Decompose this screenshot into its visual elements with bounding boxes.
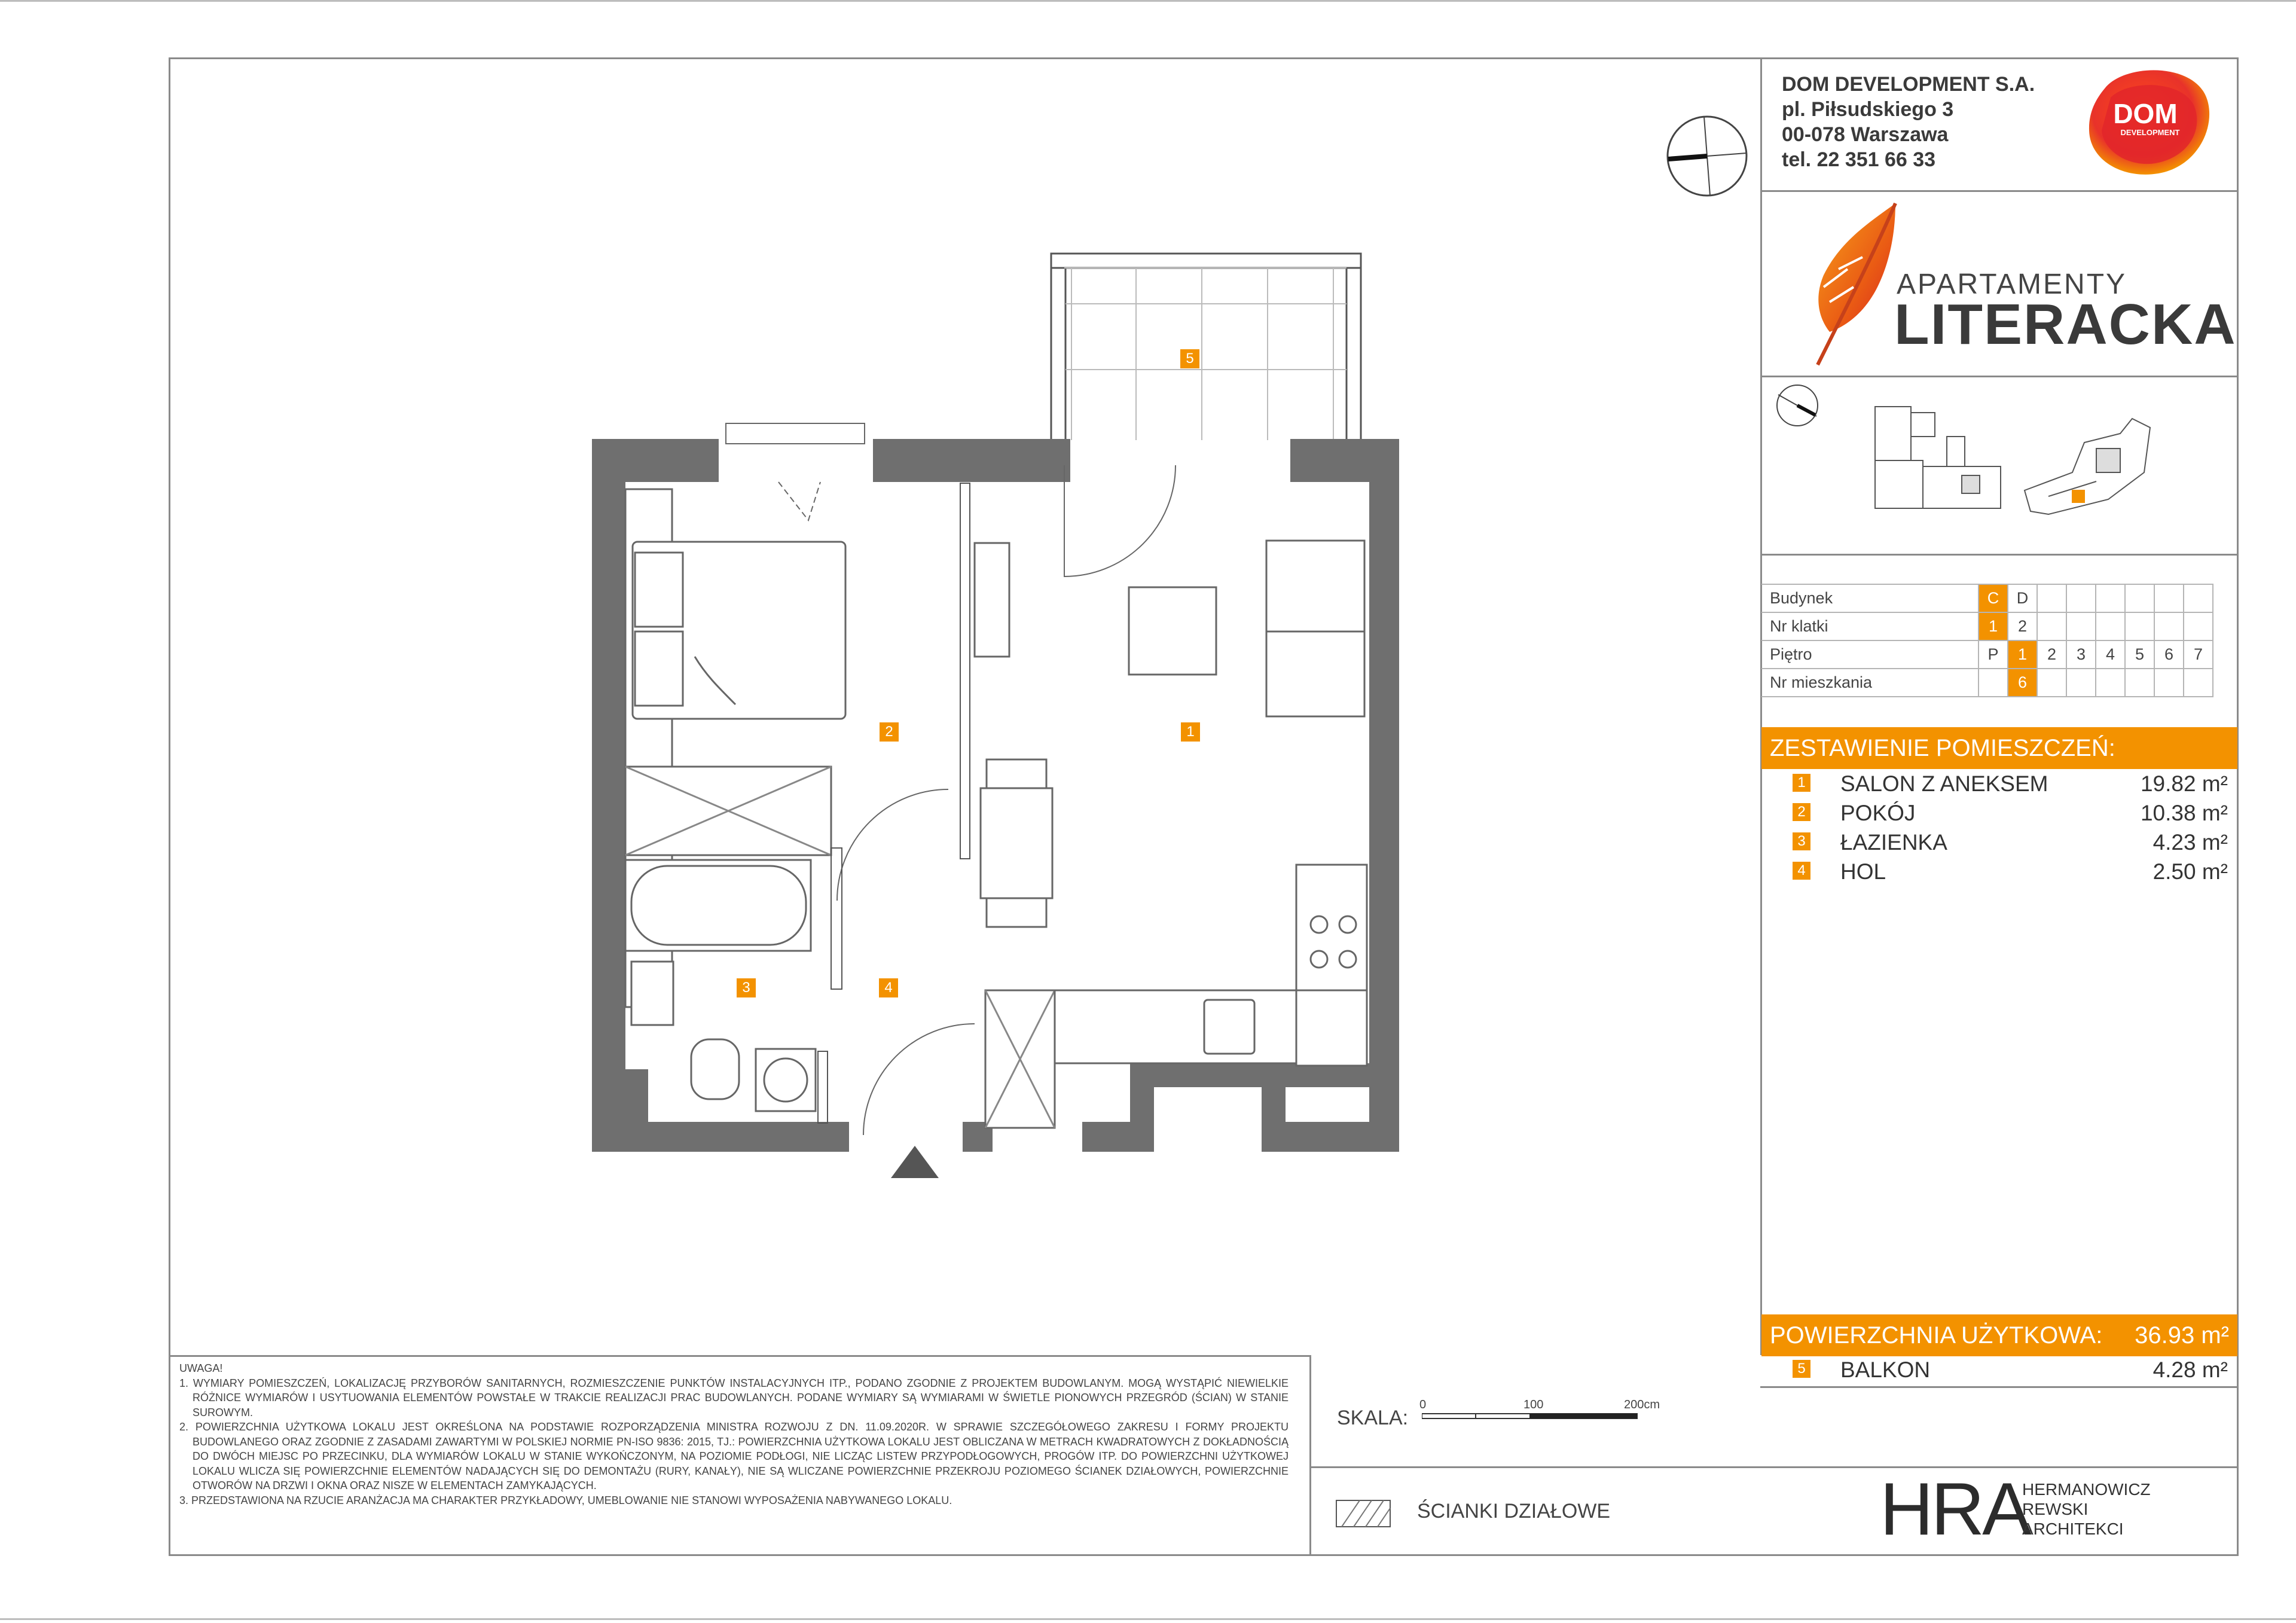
notes-title: UWAGA! <box>179 1362 223 1374</box>
note-item: 3. PRZEDSTAWIONA NA RZUCIE ARANŻACJA MA CHARAKTER PRZYKŁADOWY, UMEBLOWANIE NIE STANOWI WYPOSAŻENIA NABYWANEGO LOKALU. <box>179 1494 952 1506</box>
room-name: HOL <box>1840 859 1886 884</box>
room-num: 3 <box>1793 832 1810 850</box>
project-name-small: APARTAMENTY <box>1897 269 2127 300</box>
room-name: POKÓJ <box>1840 801 1916 825</box>
info-cell: 1 <box>1979 612 2008 640</box>
info-cell: 3 <box>2066 640 2096 669</box>
notes-divider <box>1309 1355 1311 1556</box>
info-cell: 7 <box>2184 640 2213 669</box>
logo-text-development: DEVELOPMENT <box>2120 128 2180 137</box>
info-cell: 4 <box>2096 640 2125 669</box>
info-cell <box>2037 584 2066 612</box>
architect-logo: HRA <box>1880 1468 2029 1551</box>
architect-line: ARCHITEKCI <box>2022 1520 2124 1538</box>
info-row-label: Budynek <box>1761 584 1979 612</box>
info-cell <box>2037 669 2066 697</box>
top-border-line <box>0 0 2296 5</box>
sidebar-divider <box>1760 1386 2239 1388</box>
info-cell <box>2184 669 2213 697</box>
room-num: 1 <box>1793 774 1810 792</box>
room-tag-4: 4 <box>879 978 898 997</box>
info-cell <box>2154 612 2184 640</box>
info-cell <box>2096 669 2125 697</box>
scale-tick-200: 200cm <box>1624 1398 1660 1411</box>
info-row <box>1761 612 2213 640</box>
info-cell: 6 <box>2154 640 2184 669</box>
info-cell <box>2184 612 2213 640</box>
info-cell: 5 <box>2125 640 2154 669</box>
compass-small-icon <box>1777 385 1818 426</box>
room-area: 10.38 m² <box>2140 801 2228 825</box>
info-cell: 2 <box>2008 612 2037 640</box>
partition-hatch-icon <box>1336 1500 1391 1527</box>
bottom-border-line <box>0 1618 2296 1620</box>
info-cell: P <box>1979 640 2008 669</box>
info-cell <box>2066 584 2096 612</box>
scale-bar <box>1422 1413 1661 1422</box>
room-row <box>1761 800 2237 828</box>
site-plan-thumbnails <box>1761 377 2237 554</box>
notes-block <box>179 1361 1289 1508</box>
company-city: 00-078 Warszawa <box>1782 123 1949 146</box>
info-cell: C <box>1979 584 2008 612</box>
scale-tick-0: 0 <box>1419 1398 1427 1411</box>
info-cell: 1 <box>2008 640 2037 669</box>
scale-tick-100: 100 <box>1523 1398 1544 1411</box>
info-cell <box>2125 584 2154 612</box>
info-row <box>1761 669 2213 697</box>
room-row <box>1761 858 2237 887</box>
info-row <box>1761 640 2213 669</box>
balcony-num: 5 <box>1793 1360 1810 1378</box>
company-phone: tel. 22 351 66 33 <box>1782 148 1936 171</box>
info-cell: 2 <box>2037 640 2066 669</box>
info-cell <box>2154 584 2184 612</box>
room-tag-3: 3 <box>737 978 756 997</box>
room-tag-5: 5 <box>1180 349 1199 368</box>
sidebar-divider <box>1760 190 2239 192</box>
company-address <box>1782 72 2035 172</box>
info-cell <box>2184 584 2213 612</box>
info-cell <box>2066 612 2096 640</box>
balcony-row <box>1761 1356 2237 1385</box>
room-tag-2: 2 <box>880 722 899 742</box>
balcony-name: BALKON <box>1840 1357 1931 1382</box>
architect-line: REWSKI <box>2022 1500 2089 1518</box>
usable-area-bar <box>1761 1314 2237 1356</box>
info-cell <box>2096 612 2125 640</box>
info-cell: 6 <box>2008 669 2037 697</box>
usable-area-value: 36.93 m² <box>2135 1322 2229 1349</box>
feather-icon <box>1806 197 1907 371</box>
room-name: SALON Z ANEKSEM <box>1840 771 2048 796</box>
info-cell <box>1979 669 2008 697</box>
usable-area-label: POWIERZCHNIA UŻYTKOWA: <box>1770 1322 2103 1349</box>
floor-plan <box>592 244 1399 1183</box>
building-plan-right <box>2025 419 2150 514</box>
info-cell <box>2066 669 2096 697</box>
info-row <box>1761 584 2213 612</box>
info-cell <box>2037 612 2066 640</box>
apartment-info-table <box>1761 584 2213 697</box>
note-item: 1. WYMIARY POMIESZCZEŃ, LOKALIZACJĘ PRZYBORÓW SANITARNYCH, ROZMIESZCZENIE PUNKTÓW INSTALACYJNYCH ITP., PODANO ZGODNIE Z PROJEKTEM BUDOWLANYM. MOGĄ WYSTĄPIĆ NIEWIELKIE RÓŻNICE WYMIARÓW I USYTUOWANIA ELEMENTÓW POWSTAŁE W TRAKCIE REALIZACJI PRAC BUDOWLANYCH. PODANE WYMIARY SĄ WYMIARAMI W ŚWIETLE PIONOWYCH PRZEGRÓD (ŚCIAN) W STANIE SUROWYM. <box>179 1377 1289 1418</box>
room-num: 2 <box>1793 803 1810 821</box>
scale-label: SKALA: <box>1337 1407 1409 1429</box>
rooms-header: ZESTAWIENIE POMIESZCZEŃ: <box>1761 727 2237 769</box>
notes-top-line <box>169 1355 1309 1357</box>
logo-text-dom: DOM <box>2113 98 2178 129</box>
info-cell <box>2096 584 2125 612</box>
project-name-big: LITERACKA <box>1894 292 2237 356</box>
sidebar-divider <box>1760 554 2239 556</box>
entrance-arrow <box>891 1146 939 1178</box>
room-name: ŁAZIENKA <box>1840 830 1947 855</box>
room-tag-1: 1 <box>1181 722 1200 742</box>
info-cell <box>2154 669 2184 697</box>
room-area: 2.50 m² <box>2152 859 2228 884</box>
furniture <box>625 489 1367 1128</box>
info-row-label: Piętro <box>1761 640 1979 669</box>
room-row <box>1761 770 2237 799</box>
room-area: 19.82 m² <box>2140 771 2228 796</box>
info-cell: D <box>2008 584 2037 612</box>
scale-divider <box>1309 1466 1760 1468</box>
dom-development-logo <box>2087 65 2212 178</box>
building-plan-left <box>1875 407 2001 508</box>
balcony <box>1051 254 1361 440</box>
room-area: 4.23 m² <box>2152 830 2228 855</box>
room-num: 4 <box>1793 862 1810 880</box>
architect-names <box>2022 1479 2151 1539</box>
company-street: pl. Piłsudskiego 3 <box>1782 98 1954 121</box>
info-cell <box>2125 612 2154 640</box>
balcony-area: 4.28 m² <box>2152 1357 2228 1382</box>
info-cell <box>2125 669 2154 697</box>
north-compass-icon <box>1662 111 1752 201</box>
note-item: 2. POWIERZCHNIA UŻYTKOWA LOKALU JEST OKREŚLONA NA PODSTAWIE ROZPORZĄDZENIA MINISTRA ROZWOJU Z DN. 11.09.2020R. W SPRAWIE SZCZEGÓŁOWEGO ZAKRESU I FORMY PROJEKTU BUDOWLANEGO ORAZ ZGODNIE Z ZASADAMI ZAWARTYMI W POLSKIEJ NORMIE PN-ISO 9836: 2015, TJ.: POWIERZCHNIA UŻYTKOWA LOKALU JEST OBLICZANA W METRACH KWADRATOWYCH Z DOKŁADNOŚCIĄ DO DWÓCH MIEJSC PO PRZECINKU, DLA WYMIARÓW LOKALU W STANIE WYKOŃCZONYM, NA POZIOMIE PODŁOGI, NIE LICZĄC LISTEW PRZYPODŁOGOWYCH, PROGÓW ITP. DO POWIERZCHNI UŻYTKOWEJ LOKALU WLICZA SIĘ POWIERZCHNIE ELEMENTÓW NADAJĄCYCH SIĘ DO DEMONTAŻU (RURY, KANAŁY), NIE SĄ WLICZANE POWIERZCHNIE PRZEKROJU POZIOMEGO ŚCIANEK DZIAŁOWYCH, POWIERZCHNIE OTWORÓW NA DRZWI I OKNA ORAZ NISZE W ELEMENTACH ZAMYKAJĄCYCH. <box>179 1421 1289 1491</box>
info-row-label: Nr klatki <box>1761 612 1979 640</box>
info-row-label: Nr mieszkania <box>1761 669 1979 697</box>
room-row <box>1761 829 2237 858</box>
company-name: DOM DEVELOPMENT S.A. <box>1782 73 2035 96</box>
architect-line: HERMANOWICZ <box>2022 1480 2151 1499</box>
legend-label: ŚCIANKI DZIAŁOWE <box>1417 1500 1611 1523</box>
